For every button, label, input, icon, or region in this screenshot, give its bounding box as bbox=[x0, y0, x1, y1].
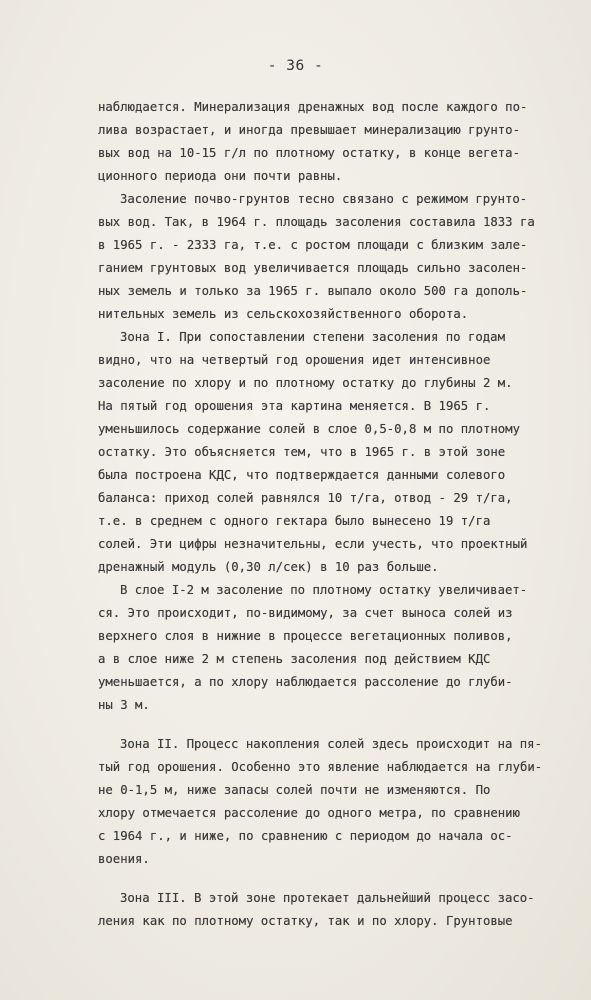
text-line: уменьшилось содержание солей в слое 0,5-0,8 м по плотному bbox=[98, 422, 520, 436]
text-line: ления как по плотному остатку, так и по хлору. Грунтовые bbox=[98, 914, 513, 928]
paragraph-zone-2 bbox=[98, 733, 576, 871]
text-line: вых вод на 10-15 г/л по плотному остатку, в конце вегета- bbox=[98, 146, 520, 160]
page-number: - 36 - bbox=[267, 58, 324, 74]
text-line: воения. bbox=[98, 852, 150, 866]
text-line: В слое I-2 м засоление по плотному остатку увеличивает- bbox=[120, 583, 528, 597]
text-line: баланса: приход солей равнялся 10 т/га, отвод - 29 т/га, bbox=[98, 491, 513, 505]
text-line: остатку. Это объясняется тем, что в 1965 г. в этой зоне bbox=[98, 445, 506, 459]
text-line: Зона III. В этой зоне протекает дальнейший процесс засо- bbox=[120, 891, 535, 905]
text-line: На пятый год орошения эта картина меняется. В 1965 г. bbox=[98, 399, 491, 413]
paragraph-1 bbox=[98, 96, 576, 188]
text-line: не 0-1,5 м, ниже запасы солей почти не изменяются. По bbox=[98, 783, 491, 797]
text-line: тый год орошения. Особенно это явление наблюдается на глуби- bbox=[98, 760, 543, 774]
text-line: Зона I. При сопоставлении степени засоления по годам bbox=[120, 330, 505, 344]
text-line: солей. Эти цифры незначительны, если учесть, что проектный bbox=[98, 537, 528, 551]
paragraph-gap bbox=[98, 871, 576, 887]
text-line: т.е. в среднем с одного гектара было вынесено 19 т/га bbox=[98, 514, 491, 528]
text-line: ных земель и только за 1965 г. выпало около 500 га дополь- bbox=[98, 284, 528, 298]
text-line: засоление по хлору и по плотному остатку до глубины 2 м. bbox=[98, 376, 513, 390]
text-line: видно, что на четвертый год орошения идет интенсивное bbox=[98, 353, 491, 367]
text-line: ционного периода они почти равны. bbox=[98, 169, 343, 183]
paragraph-zone-1 bbox=[98, 326, 576, 579]
text-line: Засоление почво-грунтов тесно связано с режимом грунто- bbox=[120, 192, 528, 206]
text-line: верхнего слоя в нижние в процессе вегетационных поливов, bbox=[98, 629, 513, 643]
text-line: наблюдается. Минерализация дренажных вод после каждого по- bbox=[98, 100, 528, 114]
text-line: Зона II. Процесс накопления солей здесь происходит на пя- bbox=[120, 737, 542, 751]
paragraph-gap bbox=[98, 717, 576, 733]
text-line: лива возрастает, и иногда превышает минерализацию грунто- bbox=[98, 123, 520, 137]
paragraph-2 bbox=[98, 188, 576, 326]
text-line: ны 3 м. bbox=[98, 698, 150, 712]
text-line: а в слое ниже 2 м степень засоления под действием КДС bbox=[98, 652, 491, 666]
paragraph-layer-1-2 bbox=[98, 579, 576, 717]
text-line: вых вод. Так, в 1964 г. площадь засоления составила 1833 га bbox=[98, 215, 535, 229]
text-line: ся. Это происходит, по-видимому, за счет выноса солей из bbox=[98, 606, 513, 620]
text-line: дренажный модуль (0,30 л/сек) в 10 раз больше. bbox=[98, 560, 439, 574]
text-line: с 1964 г., и ниже, по сравнению с периодом до начала ос- bbox=[98, 829, 513, 843]
text-line: нительных земель из сельскохозяйственного оборота. bbox=[98, 307, 469, 321]
paragraph-zone-3 bbox=[98, 887, 576, 933]
text-line: ганием грунтовых вод увеличивается площадь сильно засолен- bbox=[98, 261, 528, 275]
text-line: в 1965 г. - 2333 га, т.е. с ростом площади с близким зале- bbox=[98, 238, 528, 252]
text-line: хлору отмечается рассоление до одного метра, по сравнению bbox=[98, 806, 520, 820]
text-line: уменьшается, а по хлору наблюдается рассоление до глуби- bbox=[98, 675, 513, 689]
text-line: была построена КДС, что подтверждается данными солевого bbox=[98, 468, 506, 482]
body-text bbox=[98, 96, 576, 933]
